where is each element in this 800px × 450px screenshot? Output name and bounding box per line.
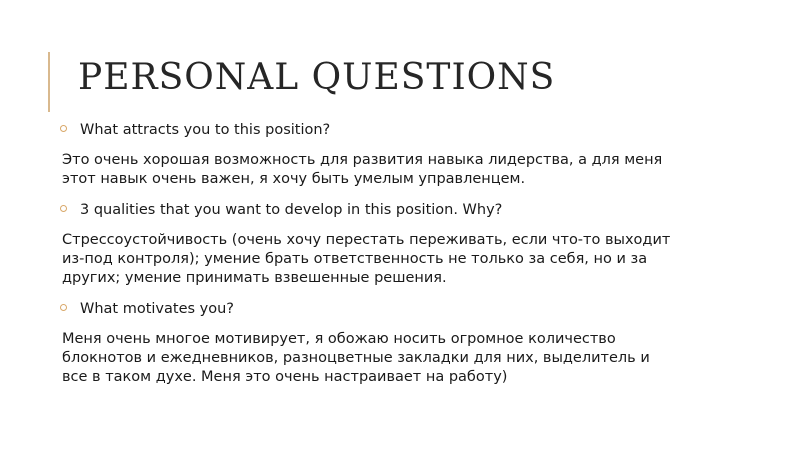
answer-1 xyxy=(60,151,740,189)
question-text: 3 qualities that you want to develop in this position. Why? xyxy=(80,202,503,218)
circle-bullet-icon xyxy=(60,304,67,311)
answer-2 xyxy=(60,231,740,288)
circle-bullet-icon xyxy=(60,125,67,132)
answer-line: блокнотов и ежедневников, разноцветные закладки для них, выделитель и xyxy=(62,350,650,366)
circle-bullet-icon xyxy=(60,205,67,212)
answer-3 xyxy=(60,330,740,387)
answer-line: все в таком духе. Меня это очень настраивает на работу) xyxy=(62,369,508,385)
answer-line: из-под контроля); умение брать ответственность не только за себя, но и за xyxy=(62,251,648,267)
question-3 xyxy=(60,299,740,319)
answer-line: Это очень хорошая возможность для развития навыка лидерства, а для меня xyxy=(62,152,663,168)
question-text: What motivates you? xyxy=(80,301,234,317)
answer-line: других; умение принимать взвешенные решения. xyxy=(62,270,447,286)
answer-line: Меня очень многое мотивирует, я обожаю носить огромное количество xyxy=(62,331,616,347)
slide-title: PERSONAL QUESTIONS xyxy=(78,57,556,98)
question-text: What attracts you to this position? xyxy=(80,122,331,138)
answer-line: Стрессоустойчивость (очень хочу перестать переживать, если что-то выходит xyxy=(62,232,671,248)
question-1 xyxy=(60,120,740,140)
answer-line: этот навык очень важен, я хочу быть умелым управленцем. xyxy=(62,171,526,187)
question-2 xyxy=(60,200,740,220)
slide-content xyxy=(60,120,740,398)
title-accent-bar xyxy=(48,52,50,112)
